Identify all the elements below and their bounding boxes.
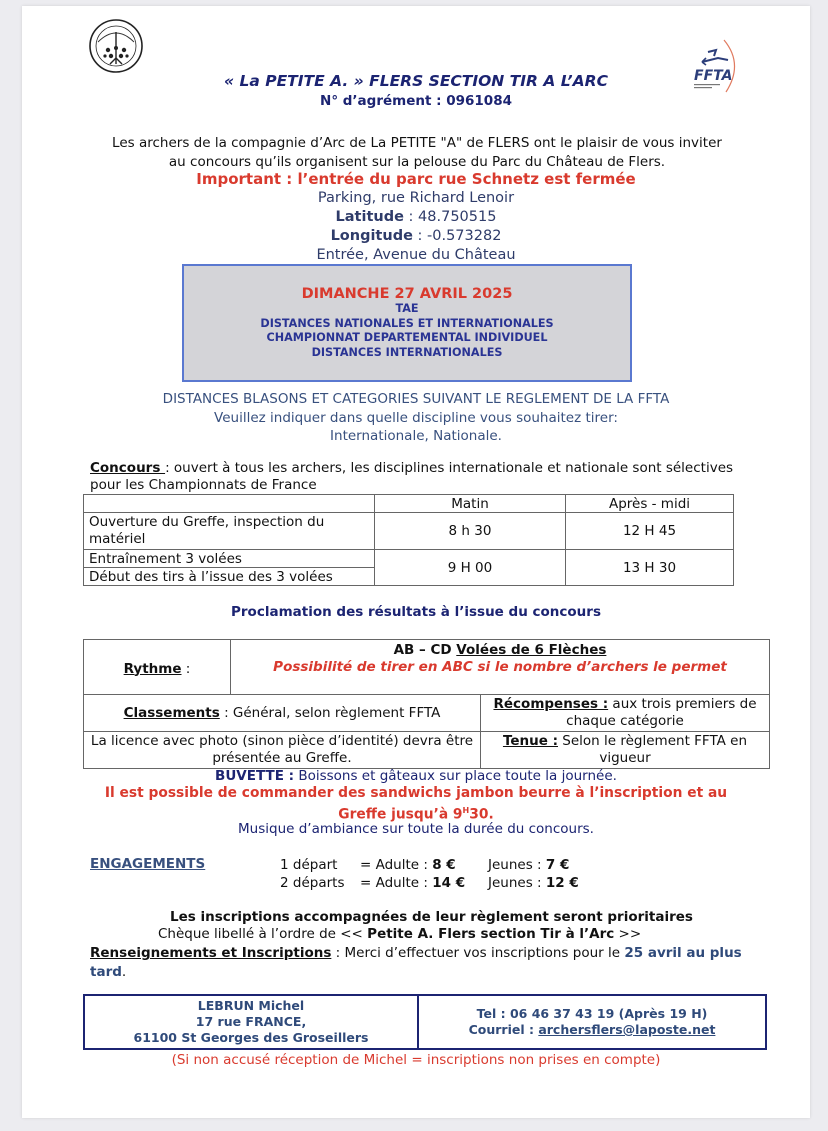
- contact-details: [419, 996, 765, 1048]
- cheque-prefix: Chèque libellé à l’ordre de <<: [158, 926, 368, 942]
- schedule-table: [83, 494, 734, 586]
- engagements-prices: [280, 856, 579, 892]
- rythme-prefix: AB – CD: [393, 642, 457, 658]
- row-label: Ouverture du Greffe, inspection du matériel: [84, 513, 375, 550]
- agrement-number: N° d’agrément : 0961084: [320, 93, 512, 109]
- rythme-label: Rythme: [123, 660, 182, 677]
- sandwich-line-1: Il est possible de commander des sandwichs jambon beurre à l’inscription et au: [104, 785, 728, 801]
- rythme-note: Possibilité de tirer en ABC si le nombre d’archers le permet: [273, 659, 727, 675]
- registration-deadline: 25 avril au plus tard: [90, 945, 742, 980]
- music-info: Musique d’ambiance sur toute la durée du concours.: [238, 821, 594, 837]
- sandwich-line-2-suffix: 30.: [469, 806, 494, 823]
- contact-box: [83, 994, 767, 1050]
- intro-line-1: Les archers de la compagnie d’Arc de La PETITE "A" de FLERS ont le plaisir de vous inviter: [112, 135, 722, 151]
- classements-cell: [84, 695, 481, 732]
- document-page: [22, 6, 810, 1118]
- row-matin: 9 H 00: [375, 550, 566, 586]
- rules-table: [83, 639, 770, 769]
- row-apres-midi: 12 H 45: [566, 513, 734, 550]
- event-line: DISTANCES NATIONALES ET INTERNATIONALES: [260, 316, 554, 330]
- contact-name: LEBRUN Michel: [197, 998, 305, 1013]
- club-emblem-logo: [88, 18, 144, 74]
- acknowledgement-note: (Si non accusé réception de Michel = inscriptions non prises en compte): [171, 1052, 661, 1068]
- intro-text: [62, 134, 772, 172]
- latitude-label: Latitude: [335, 209, 404, 225]
- depart-count: 1 départ: [280, 857, 338, 873]
- intro-line-2: au concours qu’ils organisent sur la pelouse du Parc du Château de Flers.: [168, 154, 666, 170]
- row-apres-midi: 13 H 30: [566, 550, 734, 586]
- rythme-separator: :: [181, 660, 191, 677]
- classements-label: Classements: [123, 704, 220, 721]
- row-label: Entraînement 3 volées: [84, 550, 375, 568]
- jeunes-price: 7 €: [545, 857, 570, 873]
- longitude-label: Longitude: [330, 228, 413, 244]
- sandwich-line-2-prefix: Greffe jusqu’à 9: [338, 806, 463, 823]
- cheque-payee: Petite A. Flers section Tir à l’Arc: [367, 926, 615, 942]
- table-header-row: [84, 495, 734, 513]
- event-line: CHAMPIONNAT DEPARTEMENTAL INDIVIDUEL: [266, 331, 548, 344]
- distances-line-1: DISTANCES BLASONS ET CATEGORIES SUIVANT LE REGLEMENT DE LA FFTA: [162, 391, 670, 407]
- contact-email-line: [469, 1022, 716, 1038]
- rythme-value-cell: [231, 640, 770, 695]
- engagements-label: ENGAGEMENTS: [90, 856, 206, 872]
- header-cell: [84, 495, 375, 513]
- jeunes-label: Jeunes :: [488, 875, 546, 891]
- recompenses-text: aux trois premiers de chaque catégorie: [566, 696, 757, 729]
- svg-text:FFTA: FFTA: [694, 68, 733, 84]
- jeunes-price: 12 €: [545, 875, 579, 891]
- rythme-row: [84, 640, 770, 695]
- cheque-suffix: >>: [614, 926, 642, 942]
- sandwich-time-superscript: H: [462, 806, 470, 815]
- adulte-price: 8 €: [432, 857, 456, 873]
- adulte-label: = Adulte :: [360, 857, 433, 873]
- club-title: « La PETITE A. » FLERS SECTION TIR A L’ARC: [224, 72, 608, 90]
- rythme-label-cell: [84, 640, 231, 695]
- buvette-label: BUVETTE :: [215, 768, 295, 784]
- licence-cell: La licence avec photo (sinon pièce d’identité) devra être présentée au Greffe.: [84, 732, 481, 769]
- recompenses-cell: [481, 695, 770, 732]
- renseignements-label: Renseignements et Inscriptions: [90, 945, 332, 961]
- event-date: DIMANCHE 27 AVRIL 2025: [301, 286, 513, 302]
- buvette-text: Boissons et gâteaux sur place toute la journée.: [294, 768, 617, 784]
- concours-label: Concours: [90, 460, 166, 476]
- contact-address: [85, 996, 419, 1048]
- concours-text: : ouvert à tous les archers, les disciplines internationale et nationale sont sélectives pour les Championnats de France: [90, 460, 734, 493]
- recompenses-label: Récompenses :: [493, 696, 609, 712]
- event-line: TAE: [395, 302, 419, 315]
- price-row: [280, 874, 579, 892]
- deadline-suffix: .: [121, 964, 127, 980]
- cheque-info: [158, 926, 641, 942]
- price-row: [280, 856, 579, 874]
- proclamation-heading: Proclamation des résultats à l’issue du concours: [231, 604, 601, 620]
- latitude-value: : 48.750515: [403, 209, 497, 225]
- contact-city: 61100 St Georges des Groseillers: [133, 1030, 369, 1045]
- classements-row: [84, 695, 770, 732]
- email-link[interactable]: archersflers@laposte.net: [538, 1022, 716, 1037]
- jeunes-label: Jeunes :: [488, 857, 546, 873]
- tenue-label: Tenue :: [502, 733, 558, 749]
- longitude: [22, 228, 810, 244]
- longitude-value: : -0.573282: [412, 228, 502, 244]
- renseignements-text: : Merci d’effectuer vos inscriptions pour le: [331, 945, 625, 961]
- latitude: [22, 209, 810, 225]
- header-cell-matin: Matin: [375, 495, 566, 513]
- row-matin: 8 h 30: [375, 513, 566, 550]
- adulte-label: = Adulte :: [360, 875, 433, 891]
- rythme-value: Volées de 6 Flèches: [456, 642, 607, 658]
- event-line: DISTANCES INTERNATIONALES: [311, 345, 503, 359]
- entrance-info: Entrée, Avenue du Château: [316, 247, 516, 263]
- classements-text: : Général, selon règlement FFTA: [219, 704, 441, 721]
- renseignements-info: [90, 944, 770, 982]
- archer-tree-icon: [88, 18, 144, 74]
- distances-line-3: Internationale, Nationale.: [330, 428, 502, 444]
- contact-street: 17 rue FRANCE,: [195, 1014, 307, 1029]
- table-row: [84, 513, 734, 550]
- event-date-box: [182, 264, 632, 382]
- table-row: [84, 550, 734, 568]
- tenue-text: Selon le règlement FFTA en vigueur: [558, 733, 748, 766]
- sandwich-notice: [82, 785, 750, 824]
- depart-count: 2 départs: [280, 875, 345, 891]
- important-notice: Important : l’entrée du parc rue Schnetz est fermée: [196, 170, 636, 188]
- inscriptions-priority: Les inscriptions accompagnées de leur règlement seront prioritaires: [170, 909, 693, 925]
- adulte-price: 14 €: [432, 875, 466, 891]
- distances-line-2: Veuillez indiquer dans quelle discipline vous souhaitez tirer:: [214, 409, 618, 426]
- contact-phone[interactable]: Tel : 06 46 37 43 19 (Après 19 H): [476, 1006, 708, 1021]
- email-label: Courriel :: [468, 1022, 539, 1037]
- concours-description: [90, 460, 750, 494]
- row-label: Début des tirs à l’issue des 3 volées: [84, 568, 375, 586]
- distances-info: [22, 390, 810, 446]
- licence-row: [84, 732, 770, 769]
- header-cell-apres-midi: Après - midi: [566, 495, 734, 513]
- parking-info: Parking, rue Richard Lenoir: [317, 190, 515, 206]
- buvette-info: [22, 768, 810, 784]
- tenue-cell: [481, 732, 770, 769]
